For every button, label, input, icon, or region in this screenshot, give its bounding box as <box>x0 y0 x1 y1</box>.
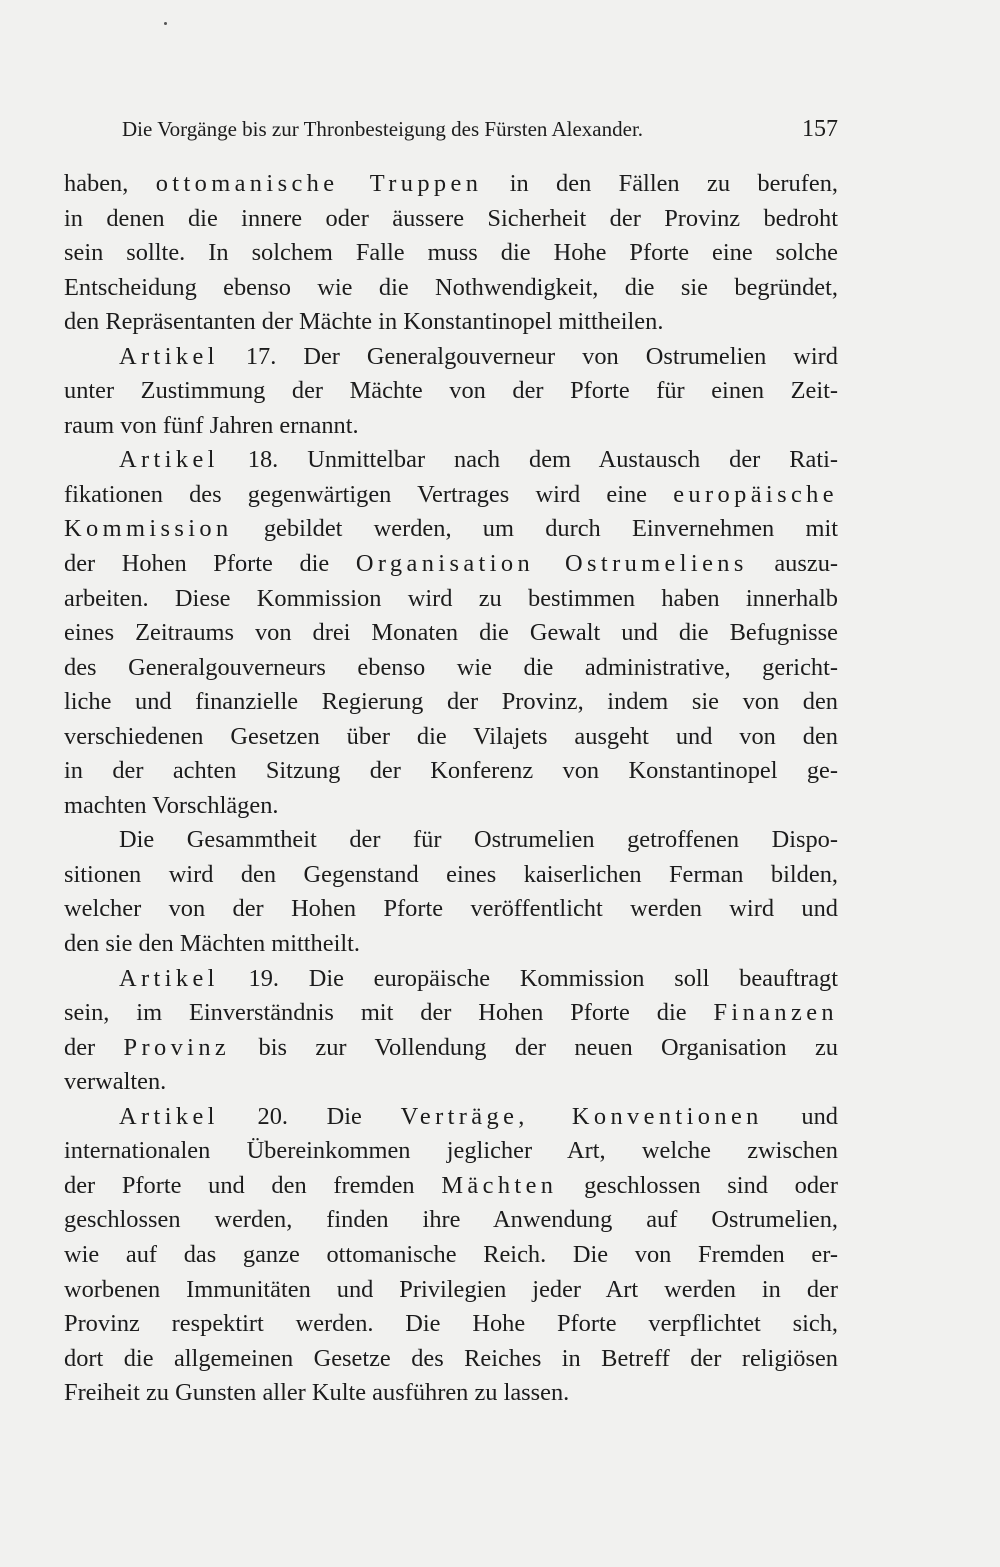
text-line <box>64 1169 838 1204</box>
text-line <box>64 236 838 271</box>
text-segment: internationalen Übereinkommen jeglicher Art, welche zwischen <box>64 1137 838 1165</box>
spaced-emphasis: Organisation Ostrumeliens <box>355 550 748 578</box>
text-line <box>64 409 838 444</box>
text-line <box>64 1273 838 1308</box>
text-line <box>64 927 838 962</box>
text-line <box>64 340 838 375</box>
text-line <box>64 374 838 409</box>
text-line <box>64 789 838 824</box>
text-segment: arbeiten. Diese Kommission wird zu bestimmen haben innerhalb <box>64 584 838 612</box>
text-segment: haben, <box>64 170 156 197</box>
text-line <box>64 547 838 582</box>
page-number: 157 <box>802 116 838 142</box>
text-segment: der Hohen Pforte die <box>64 550 356 578</box>
text-line <box>64 616 838 651</box>
text-segment: verschiedenen Gesetzen über die Vilajets ausgeht und von den <box>64 722 838 750</box>
text-line <box>64 858 838 893</box>
text-segment: des Generalgouverneurs ebenso wie die administrative, gericht- <box>64 653 838 681</box>
text-segment: den Repräsentanten der Mächte in Konstantinopel mittheilen. <box>64 308 664 336</box>
text-line <box>64 754 838 789</box>
running-header <box>122 112 838 146</box>
text-segment: der Pforte und den fremden <box>64 1171 442 1199</box>
text-segment: fikationen des gegenwärtigen Vertrages wird eine <box>64 480 674 508</box>
spaced-emphasis: Mächten <box>441 1171 558 1199</box>
text-segment: verwalten. <box>64 1068 167 1096</box>
text-line <box>64 305 838 340</box>
text-line <box>64 1376 838 1411</box>
text-segment: Entscheidung ebenso wie die Nothwendigkeit, die sie begründet, <box>64 273 838 301</box>
text-segment: eines Zeitraums von drei Monaten die Gewalt und die Befugnisse <box>64 619 838 647</box>
text-segment: in der achten Sitzung der Konferenz von Konstantinopel ge- <box>64 757 838 785</box>
text-segment: 18. Unmittelbar nach dem Austausch der Rati- <box>218 446 838 474</box>
text-line <box>64 962 838 997</box>
text-segment: und <box>762 1102 839 1130</box>
spaced-emphasis: Artikel <box>119 1102 219 1130</box>
text-line <box>64 651 838 686</box>
text-line <box>64 478 838 513</box>
text-segment: geschlossen sind oder <box>557 1171 838 1199</box>
text-segment: in denen die innere oder äussere Sicherheit der Provinz bedroht <box>64 204 838 232</box>
text-segment: Freiheit zu Gunsten aller Kulte ausführen zu lassen. <box>64 1379 570 1407</box>
text-line <box>64 1031 838 1066</box>
spaced-emphasis: Provinz <box>123 1033 231 1061</box>
text-segment: machten Vorschlägen. <box>64 791 279 819</box>
running-title: Die Vorgänge bis zur Thronbesteigung des Fürsten Alexander. <box>122 117 644 141</box>
text-segment: den sie den Mächten mittheilt. <box>64 930 360 958</box>
spaced-emphasis: Artikel <box>119 342 219 370</box>
spaced-emphasis: Finanzen <box>713 999 838 1027</box>
text-segment: bis zur Vollendung der neuen Organisation zu <box>230 1033 838 1061</box>
spaced-emphasis: Kommission <box>64 515 233 543</box>
text-line <box>64 892 838 927</box>
text-line <box>64 443 838 478</box>
text-line <box>64 823 838 858</box>
spaced-emphasis: Artikel <box>119 446 219 474</box>
text-segment: auszu- <box>747 550 839 578</box>
text-line <box>64 1307 838 1342</box>
text-segment: unter Zustimmung der Mächte von der Pforte für einen Zeit- <box>64 377 838 405</box>
text-segment: liche und finanzielle Regierung der Provinz, indem sie von den <box>64 688 838 716</box>
text-segment: gebildet werden, um durch Einvernehmen mit <box>232 515 838 543</box>
text-line <box>64 512 838 547</box>
ink-speck <box>164 22 167 25</box>
text-segment: 17. Der Generalgouverneur von Ostrumelien wird <box>218 342 838 370</box>
text-segment: Die Gesammtheit der für Ostrumelien getroffenen Dispo- <box>119 826 838 854</box>
text-line <box>64 1065 838 1100</box>
text-segment: geschlossen werden, finden ihre Anwendung auf Ostrumelien, <box>64 1206 838 1234</box>
text-line <box>64 685 838 720</box>
text-line <box>64 1342 838 1377</box>
text-segment: in den Fällen zu berufen, <box>482 170 838 197</box>
text-segment: worbenen Immunitäten und Privilegien jeder Art werden in der <box>64 1275 838 1303</box>
spaced-emphasis: Artikel <box>119 964 219 992</box>
text-line <box>64 1100 838 1135</box>
text-segment: welcher von der Hohen Pforte veröffentlicht werden wird und <box>64 895 838 923</box>
text-line <box>64 271 838 306</box>
text-segment: sitionen wird den Gegenstand eines kaiserlichen Ferman bilden, <box>64 860 838 888</box>
text-segment: sein, im Einverständnis mit der Hohen Pforte die <box>64 999 714 1027</box>
text-segment: dort die allgemeinen Gesetze des Reiches in Betreff der religiösen <box>64 1344 838 1372</box>
text-line <box>64 996 838 1031</box>
text-segment: der <box>64 1033 124 1061</box>
text-segment: raum von fünf Jahren ernannt. <box>64 411 359 439</box>
spaced-emphasis: europäische <box>673 480 838 508</box>
text-segment: 19. Die europäische Kommission soll beauftragt <box>218 964 838 992</box>
spaced-emphasis: Verträge, Konventionen <box>400 1102 763 1130</box>
spaced-emphasis: ottomanische Truppen <box>155 170 483 197</box>
text-line <box>64 720 838 755</box>
text-line <box>64 582 838 617</box>
text-line <box>64 202 838 237</box>
text-segment: sein sollte. In solchem Falle muss die Hohe Pforte eine solche <box>64 239 838 267</box>
text-line <box>64 1203 838 1238</box>
body-text <box>64 167 838 1411</box>
text-segment: Provinz respektirt werden. Die Hohe Pforte verpflichtet sich, <box>64 1310 838 1338</box>
text-line <box>64 1134 838 1169</box>
text-segment: 20. Die <box>218 1102 401 1130</box>
text-line <box>64 167 838 202</box>
text-line <box>64 1238 838 1273</box>
text-segment: wie auf das ganze ottomanische Reich. Die von Fremden er- <box>64 1240 838 1268</box>
